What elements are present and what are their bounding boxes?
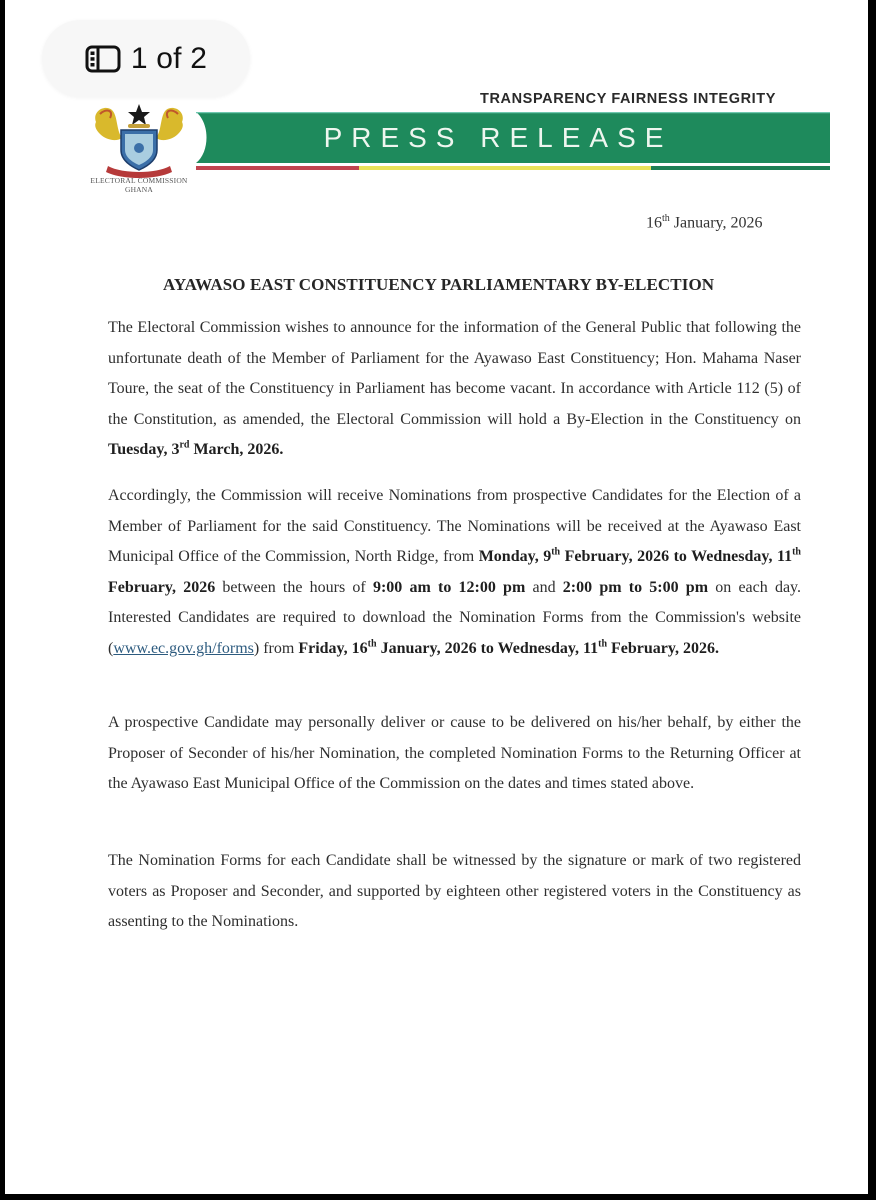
paragraph-announcement <box>108 313 801 466</box>
stripe-red <box>196 166 359 170</box>
crest-caption-line2: GHANA <box>124 185 154 194</box>
page-indicator-button[interactable] <box>42 20 250 97</box>
p1-text: The Electoral Commission wishes to announce for the information of the General Public that following the unfortunate death of the Member of Parliament for the Ayawaso East Constituency; Hon. Mahama Naser Toure, the seat of the Constituency in Parliament has become vacant. In accordance with Article 112 (5) of the Constitution, as amended, the Electoral Commission will hold a By-Election in the Constituency on <box>108 319 801 428</box>
banner-title: PRESS RELEASE <box>323 121 673 153</box>
paragraph-witness: The Nomination Forms for each Candidate shall be witnessed by the signature or mark of two registered voters as Proposer and Seconder, and supported by eighteen other registered voters in the Constituency as assenting to the Nominations. <box>108 852 801 930</box>
p2-b4a: Friday, 16 <box>298 639 368 657</box>
p2-text1: Accordingly, the Commission will receive Nominations from prospective Candidates for the Election of a Member of Parliament for the said Constituency. The Nominations will be received at the Ayawaso East Municipal Office of the Commission, North Ridge, from <box>108 487 801 565</box>
p2-b4sup: th <box>367 638 377 650</box>
stripe-yellow <box>359 166 651 170</box>
morning-hours: 9:00 am to 12:00 pm <box>372 578 526 596</box>
sidebar-thumbnails-icon <box>85 45 121 73</box>
p2-b1c: February, 2026 <box>108 578 216 596</box>
date-day: 16 <box>646 214 662 232</box>
p2-text4: on each day. Interested Candidates are required to download the Nomination Forms from the Commission's website ( <box>108 578 802 657</box>
tagline: TRANSPARENCY FAIRNESS INTEGRITY <box>480 91 777 107</box>
paragraph-nominations <box>108 481 801 664</box>
p2-text2: between the hours of <box>215 578 373 596</box>
afternoon-hours: 2:00 pm to 5:00 pm <box>562 578 709 596</box>
p2-b1sup: th <box>551 546 561 558</box>
document-heading: AYAWASO EAST CONSTITUENCY PARLIAMENTARY BY-ELECTION <box>163 275 715 294</box>
election-date <box>108 441 283 458</box>
stripe-green <box>651 166 830 170</box>
date-rest: January, 2026 <box>669 214 763 232</box>
p2-b1sup2: th <box>792 546 801 558</box>
crest-caption <box>73 176 205 194</box>
date-day-suffix: th <box>662 213 670 224</box>
download-period <box>298 640 719 657</box>
p2-text5: ) from <box>253 639 299 657</box>
paragraph-delivery: A prospective Candidate may personally deliver or cause to be delivered on his/her behalf, by either the Proposer of Seconder of his/her Nomination, the completed Nomination Forms to the Returning Officer at the Ayawaso East Municipal Office of the Commission on the dates and times stated above. <box>108 714 801 792</box>
election-date-sup: rd <box>179 439 190 451</box>
p2-text3: and <box>525 578 563 596</box>
crest-caption-line1: ELECTORAL COMMISSION <box>90 176 188 185</box>
document-viewer-page <box>5 0 868 1194</box>
p2-b4sup2: th <box>598 638 608 650</box>
page-indicator-label: 1 of 2 <box>130 41 208 75</box>
release-date <box>646 213 763 232</box>
election-date-a: Tuesday, 3 <box>108 441 180 458</box>
ghana-coat-of-arms-icon <box>88 100 190 178</box>
p2-b4b: January, 2026 to Wednesday, 11 <box>376 639 599 657</box>
p2-b4c: February, 2026. <box>607 639 720 657</box>
election-date-b: March, 2026. <box>189 441 284 458</box>
p2-b1a: Monday, 9 <box>478 548 552 565</box>
p2-b1b: February, 2026 to Wednesday, 11 <box>560 548 793 565</box>
forms-website-link[interactable]: www.ec.gov.gh/forms <box>113 639 254 657</box>
